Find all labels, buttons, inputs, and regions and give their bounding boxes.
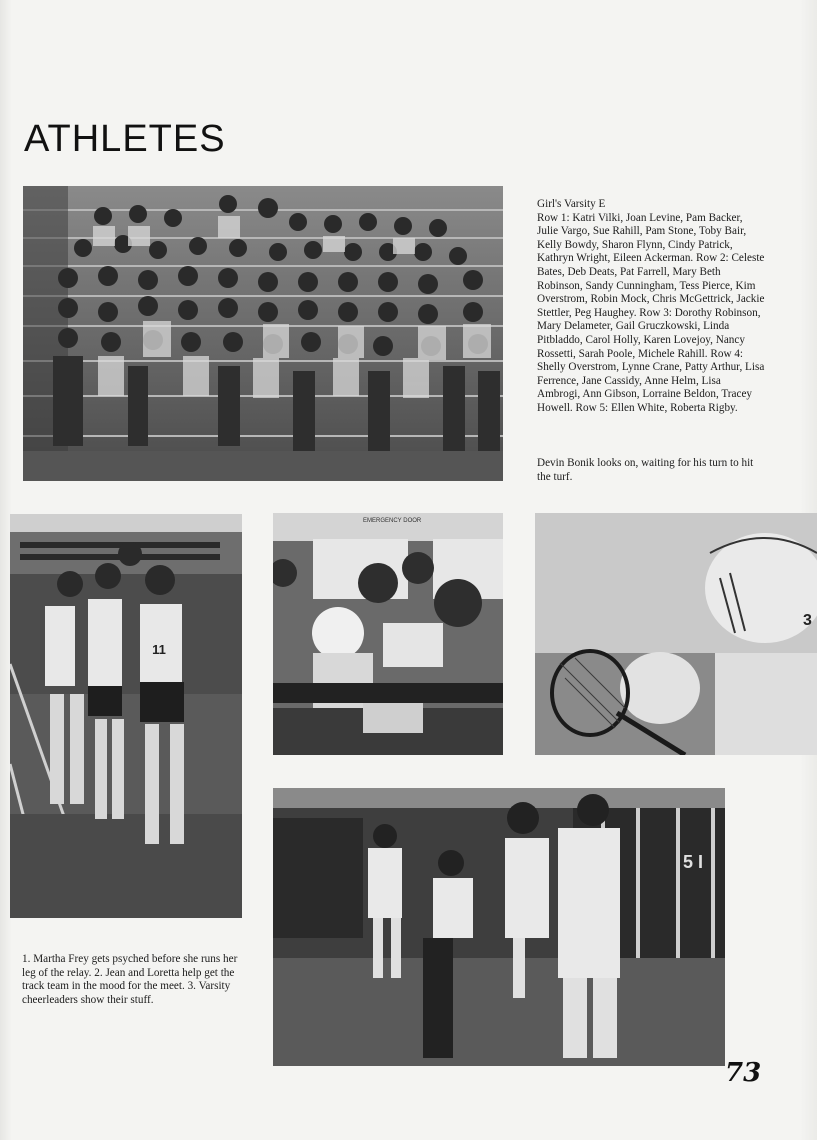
cheerleaders-photo — [273, 788, 725, 1066]
relay-photo — [10, 514, 242, 918]
photo-captions — [22, 953, 248, 1007]
roster-text: Row 1: Katri Vilki, Joan Levine, Pam Backer, Julie Vargo, Sue Rahill, Pam Stone, Toby Bair, Kelly Bowdy, Sharon Flynn, Cindy Patrick, Kathryn Wright, Eileen Ackerman. Row 2: Celeste Bates, Deb Deats, Pat Farrell, Mary Beth Robinson, Sandy Cunningham, Tess Pierce, Kim Overstrom, Robin Mock, Chris McGettrick, Jackie Stettler, Peg Haughey. Row 3: Dorothy Robinson, Mary Delameter, Gail Gruczkowski, Linda Pitbladdo, Carol Holly, Karen Lovejoy, Nancy Rossetti, Sarah Poole, Michele Rahill. Row 4: Shelly Overstrom, Lynne Crane, Patty Arthur, Lisa Ferrence, Jane Cassidy, Anne Helm, Lisa Ambrogi, Ann Gibson, Lorraine Beldon, Tracey Howell. Row 5: Ellen White, Roberta Rigby. — [537, 211, 765, 414]
team-roster-caption — [537, 198, 765, 416]
emergency-door-sign: EMERGENCY DOOR — [363, 518, 422, 524]
jersey-number: 11 — [152, 642, 166, 657]
team-photo — [23, 186, 503, 481]
bus-photo — [273, 513, 503, 755]
page-number: 73 — [725, 1058, 762, 1088]
section-title: ATHLETES — [24, 118, 226, 160]
team-name: Girl's Varsity E — [537, 198, 606, 210]
helmet-number: 3 — [803, 612, 812, 629]
lacrosse-caption — [537, 457, 759, 484]
door-number: 5 I — [683, 852, 704, 872]
lacrosse-caption-text: Devin Bonik looks on, waiting for his turn to hit the turf. — [537, 457, 754, 483]
photo-captions-text: 1. Martha Frey gets psyched before she runs her leg of the relay. 2. Jean and Loretta help get the track team in the mood for the meet. 3. Varsity cheerleaders show their stuff. — [22, 953, 238, 1006]
lacrosse-photo — [535, 513, 817, 755]
